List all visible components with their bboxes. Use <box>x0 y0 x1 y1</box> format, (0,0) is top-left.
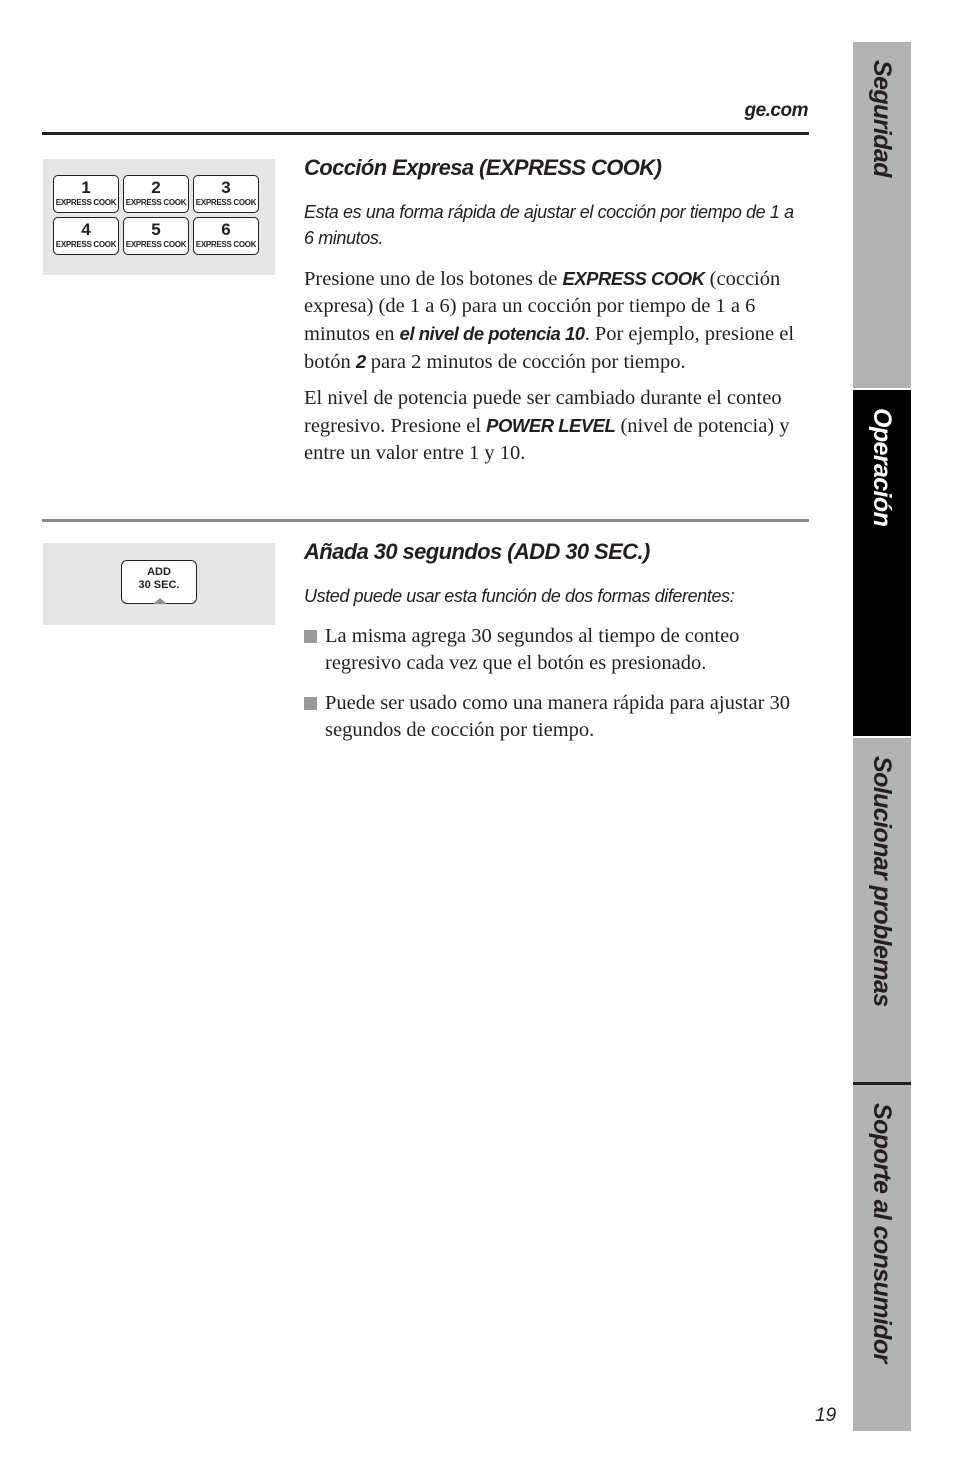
tab-soporte-al-consumidor[interactable] <box>853 1085 911 1431</box>
site-url: ge.com <box>744 100 808 121</box>
add-30-sec-heading: Añada 30 segundos (ADD 30 SEC.) <box>304 539 650 564</box>
text: (cocción expresa) (de 1 a 6) para un cocción por tiempo de 1 a 6 minutos en <box>304 268 781 345</box>
emphasis: 2 <box>355 351 366 372</box>
list-item <box>304 623 812 677</box>
text: . Por ejemplo, presione el botón <box>304 323 795 373</box>
key-label: EXPRESS COOK <box>195 240 257 249</box>
express-cook-keypad <box>53 175 259 255</box>
express-cook-key-2 <box>123 175 189 213</box>
square-bullet-icon <box>304 630 317 643</box>
add-30-sec-intro: Usted puede usar esta función de dos formas diferentes: <box>304 586 735 606</box>
express-cook-key-3 <box>193 175 259 213</box>
key-number: 2 <box>151 178 161 197</box>
emphasis: EXPRESS COOK <box>562 268 705 289</box>
express-cook-paragraph-2 <box>304 385 812 467</box>
list-item <box>304 690 812 744</box>
tab-label: Soporte al consumidor <box>868 1103 896 1363</box>
add-30-sec-panel <box>43 543 275 625</box>
key-label: EXPRESS COOK <box>195 198 257 207</box>
list-item-text: La misma agrega 30 segundos al tiempo de conteo regresivo cada vez que el botón es presionado. <box>325 625 740 674</box>
key-number: 5 <box>151 220 161 239</box>
text: El nivel de potencia puede ser cambiado durante el conteo regresivo. Presione el <box>304 387 782 437</box>
top-rule <box>42 132 809 135</box>
express-cook-intro: Esta es una forma rápida de ajustar el cocción por tiempo de 1 a 6 minutos. <box>304 202 794 248</box>
tab-label: Solucionar problemas <box>868 756 896 1007</box>
key-number: 3 <box>221 178 231 197</box>
emphasis: el nivel de potencia 10 <box>399 323 585 344</box>
button-line-2: 30 SEC. <box>138 579 180 591</box>
key-number: 6 <box>221 220 231 239</box>
page-number: 19 <box>815 1405 837 1426</box>
button-line-1: ADD <box>147 566 171 578</box>
express-cook-heading: Cocción Expresa (EXPRESS COOK) <box>304 155 662 180</box>
key-number: 1 <box>81 178 91 197</box>
express-cook-keypad-panel <box>43 159 275 275</box>
express-cook-paragraph-1 <box>304 265 812 376</box>
tab-seguridad[interactable] <box>853 42 911 388</box>
key-label: EXPRESS COOK <box>55 240 117 249</box>
tab-operacion[interactable] <box>853 390 911 736</box>
text: (nivel de potencia) y entre un valor entre 1 y 10. <box>304 415 790 464</box>
express-cook-key-1 <box>53 175 119 213</box>
add-30-sec-button <box>121 560 197 604</box>
emphasis: POWER LEVEL <box>486 415 616 436</box>
square-bullet-icon <box>304 697 317 710</box>
text: Presione uno de los botones de <box>304 268 563 290</box>
express-cook-key-5 <box>123 217 189 255</box>
triangle-indicator-icon <box>153 598 167 604</box>
tab-label: Seguridad <box>868 60 896 177</box>
text: para 2 minutos de cocción por tiempo. <box>365 351 686 373</box>
tab-label: Operación <box>868 408 896 527</box>
express-cook-key-6 <box>193 217 259 255</box>
section-rule <box>42 519 809 522</box>
key-label: EXPRESS COOK <box>125 240 187 249</box>
key-label: EXPRESS COOK <box>55 198 117 207</box>
list-item-text: Puede ser usado como una manera rápida para ajustar 30 segundos de cocción por tiempo. <box>325 692 791 741</box>
tab-solucionar-problemas[interactable] <box>853 738 911 1082</box>
express-cook-key-4 <box>53 217 119 255</box>
key-number: 4 <box>81 220 91 239</box>
key-label: EXPRESS COOK <box>125 198 187 207</box>
